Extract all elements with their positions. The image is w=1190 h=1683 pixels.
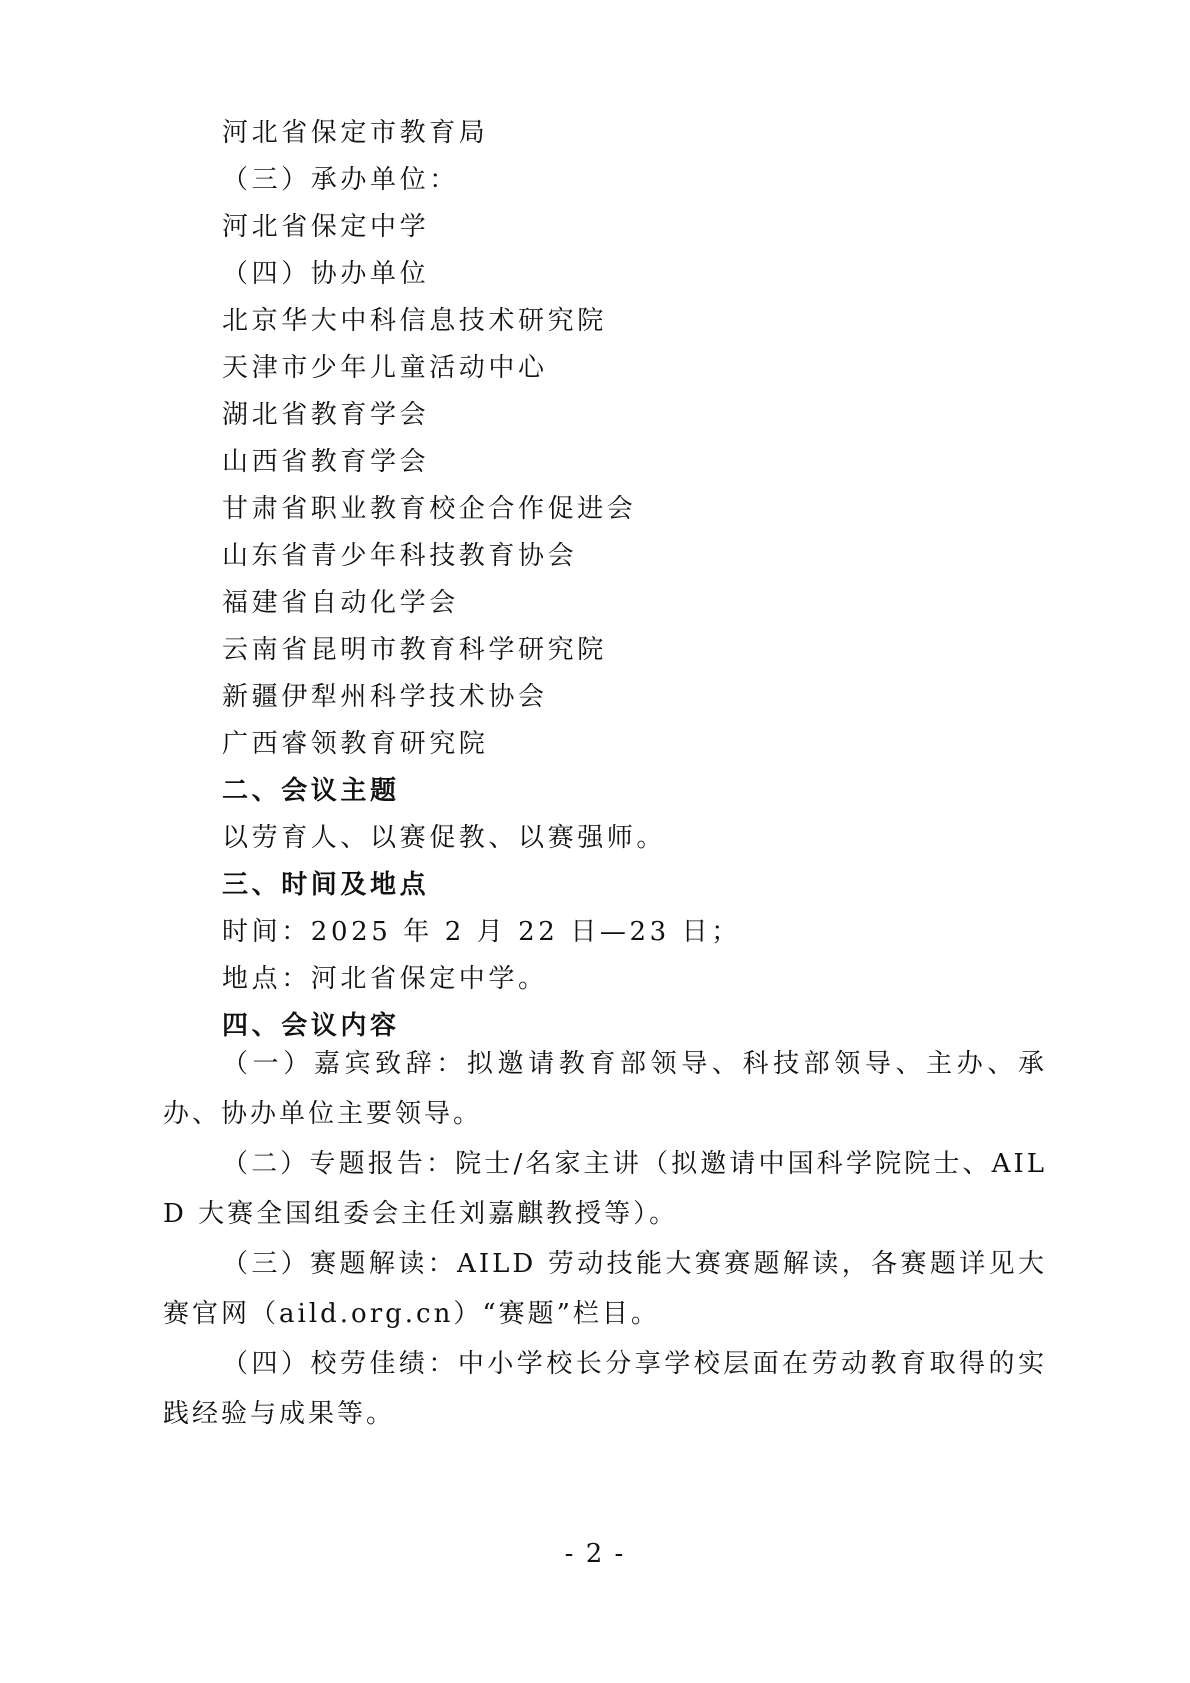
coorganizer-line: 北京华大中科信息技术研究院 <box>222 306 607 336</box>
host-unit-line: 河北省保定中学 <box>222 212 430 242</box>
coorganizer-line: 天津市少年儿童活动中心 <box>222 353 548 383</box>
place-line: 地点：河北省保定中学。 <box>222 964 548 994</box>
coorganizer-line: 山东省青少年科技教育协会 <box>222 541 578 571</box>
section-heading-theme: 二、会议主题 <box>222 776 400 806</box>
content-paragraph-welcome: （一）嘉宾致辞：拟邀请教育部领导、科技部领导、主办、承办、协办单位主要领导。 <box>163 1049 1047 1129</box>
section-heading-content: 四、会议内容 <box>222 1011 400 1041</box>
subsection-heading-host: （三）承办单位： <box>222 165 459 195</box>
coorganizer-line: 福建省自动化学会 <box>222 588 459 618</box>
organizer-line: 河北省保定市教育局 <box>222 118 489 148</box>
content-paragraph-keynote: （二）专题报告：院士/名家主讲（拟邀请中国科学院院士、AILD 大赛全国组委会主任刘嘉麒教授等）。 <box>163 1149 1047 1229</box>
page-number: - 2 - <box>564 1539 626 1569</box>
coorganizer-line: 甘肃省职业教育校企合作促进会 <box>222 494 637 524</box>
coorganizer-line: 广西睿领教育研究院 <box>222 729 489 759</box>
content-paragraph-achievements: （四）校劳佳绩：中小学校长分享学校层面在劳动教育取得的实践经验与成果等。 <box>163 1349 1047 1429</box>
coorganizer-line: 新疆伊犁州科学技术协会 <box>222 682 548 712</box>
section-heading-time-place: 三、时间及地点 <box>222 870 430 900</box>
time-line: 时间：2025 年 2 月 22 日—23 日； <box>222 917 741 947</box>
coorganizer-line: 湖北省教育学会 <box>222 400 430 430</box>
subsection-heading-coorganizers: （四）协办单位 <box>222 259 430 289</box>
theme-text: 以劳育人、以赛促教、以赛强师。 <box>222 823 667 853</box>
coorganizer-line: 山西省教育学会 <box>222 447 430 477</box>
coorganizer-line: 云南省昆明市教育科学研究院 <box>222 635 607 665</box>
content-paragraph-topics: （三）赛题解读：AILD 劳动技能大赛赛题解读，各赛题详见大赛官网（aild.org.cn）“赛题”栏目。 <box>163 1249 1047 1329</box>
